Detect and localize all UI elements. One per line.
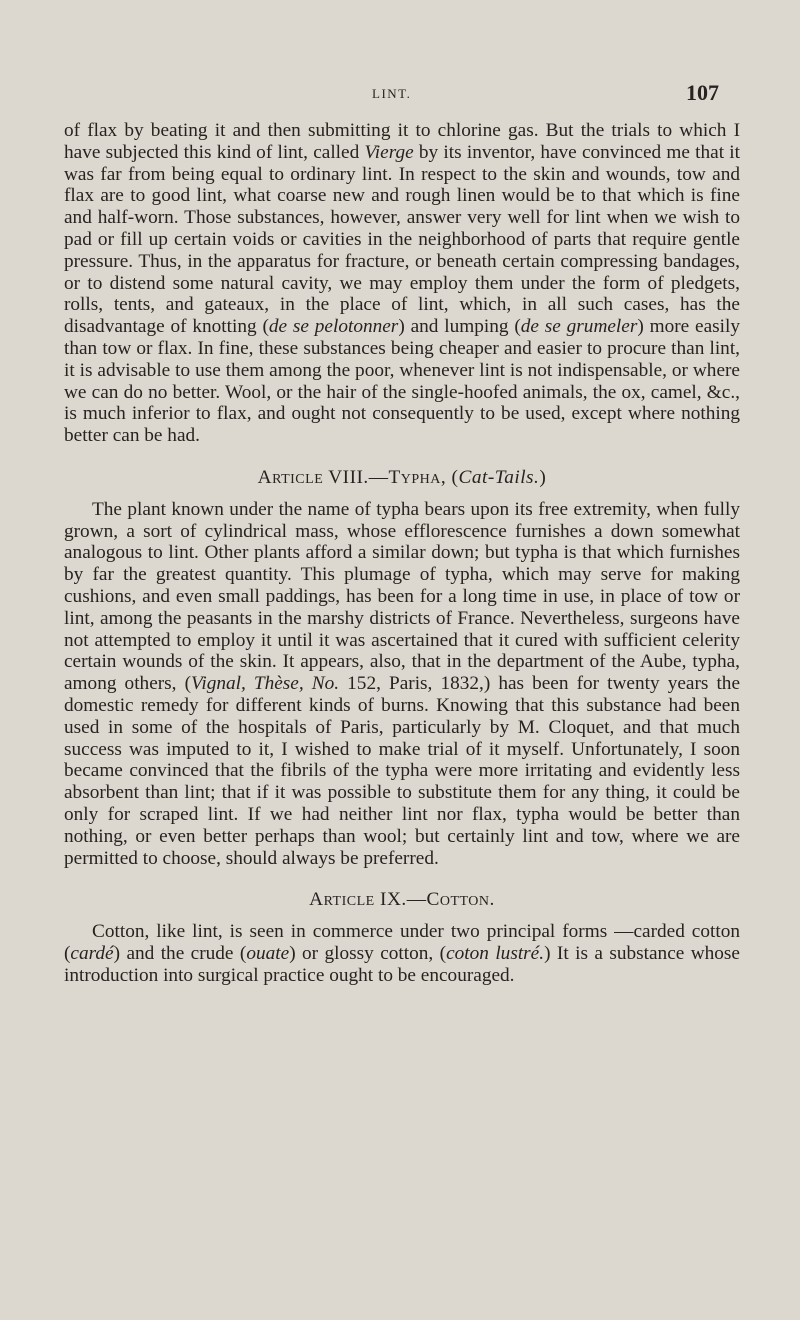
page-body — [64, 120, 740, 986]
heading-article-viii: Article VIII.—Typha, (Cat-Tails.) — [257, 466, 547, 488]
paragraph-flax-tow: of flax by beating it and then submitting it to chlorine gas. But the trials to which I have subjected this kind of lint, called Vierge by its inventor, have convinced me that it was far from being equal to ordinary lint. In respect to the skin and wounds, tow and flax are to good lint, what coarse new and rough linen would be to that which is fine and half-worn. Those substances, however, answer very well for lint when we wish to pad or fill up certain voids or cavities in the neighborhood of parts that require gentle pressure. Thus, in the apparatus for fracture, or beneath certain compressing bandages, or to distend some natural cavity, we may employ them under the form of pledgets, rolls, tents, and gateaux, in the place of lint, which, in all such cases, has the disadvantage of knotting (de se pelotonner) and lumping (de se grumeler) more easily than tow or flax. In fine, these substances being cheaper and easier to procure than lint, it is advisable to use them among the poor, whenever lint is not indispensable, or where we can do no better. Wool, or the hair of the single-hoofed animals, the ox, camel, &c., is much inferior to flax, and ought not consequently to be used, except where nothing better can be had. — [64, 120, 740, 447]
paragraph-typha: The plant known under the name of typha bears upon its free extremity, when fully grown, a sort of cylindrical mass, whose efflorescence furnishes a down somewhat analogous to lint. Other plants afford a similar down; but typha is that which furnishes by far the greatest quantity. This plumage of typha, which may serve for making cushions, and even small paddings, has been for a long time in use, in place of tow or lint, among the peasants in the marshy districts of France. Nevertheless, surgeons have not attempted to employ it until it was ascertained that it cured with sufficient celerity certain wounds of the skin. It appears, also, that in the department of the Aube, typha, among others, (Vignal, Thèse, No. 152, Paris, 1832,) has been for twenty years the domestic remedy for different kinds of burns. Knowing that this substance had been used in some of the hospitals of Paris, particularly by M. Cloquet, and that much success was imputed to it, I wished to make trial of it myself. Unfortunately, I soon became convinced that the fibrils of the typha were more irritating and evidently less absorbent than lint; that if it was possible to substitute them for any thing, it could be only for scraped lint. If we had neither lint nor flax, typha would be better than nothing, or even better perhaps than wool; but certainly lint and tow, where we are permitted to choose, should always be preferred. — [64, 498, 741, 869]
running-head: LINT. — [372, 86, 412, 101]
page-number: 107 — [686, 80, 719, 105]
heading-article-ix: Article IX.—Cotton. — [309, 889, 495, 911]
paragraph-cotton: Cotton, like lint, is seen in commerce under two principal forms —carded cotton (cardé) and the crude (ouate) or glossy cotton, (coton lustré.) It is a substance whose introduction into surgical practice ought to be encouraged. — [64, 921, 740, 986]
